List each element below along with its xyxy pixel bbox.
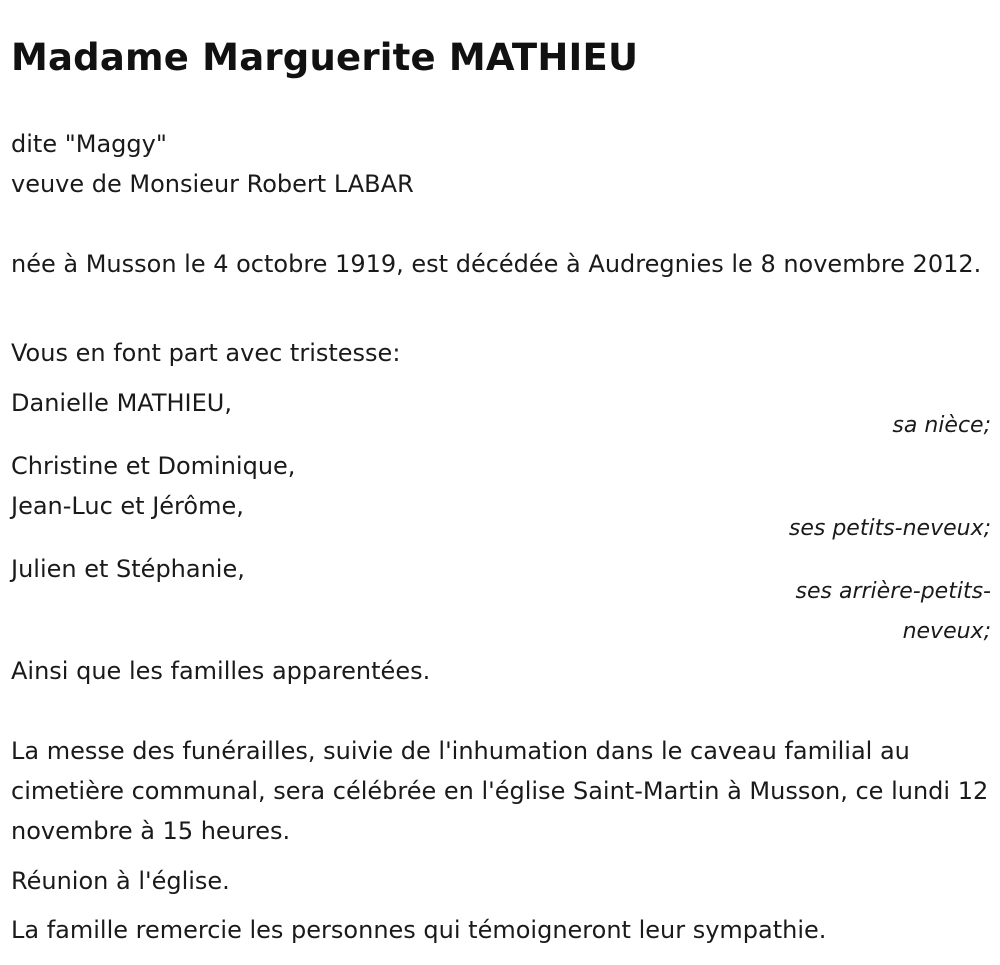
related-families-line: Ainsi que les familles apparentées. [11,657,431,685]
nickname-line: dite "Maggy" [11,130,167,158]
mourner-relation: neveux; [902,619,991,644]
thanks-line: La famille remercie les personnes qui témoigneront leur sympathie. [11,916,827,944]
meeting-line: Réunion à l'église. [11,867,230,895]
widow-of-line: veuve de Monsieur Robert LABAR [11,170,414,198]
mourner-names: Christine et Dominique, [11,452,296,480]
deceased-name-title: Madame Marguerite MATHIEU [11,36,639,79]
mourner-names: Danielle MATHIEU, [11,389,232,417]
mourner-relation: ses petits-neveux; [788,516,991,541]
mourner-names: Jean-Luc et Jérôme, [11,492,244,520]
funeral-paragraph: La messe des funérailles, suivie de l'inhumation dans le caveau familial au cimetière communal, sera célébrée en l'église Saint-Martin à Musson, ce lundi 12 novembre à 15 heures. [11,737,989,845]
announcement-intro: Vous en font part avec tristesse: [11,339,401,367]
mourner-relation: sa nièce; [892,413,991,438]
mourner-names: Julien et Stéphanie, [11,555,245,583]
mourner-relation: ses arrière-petits- [795,579,991,604]
birth-death-paragraph: née à Musson le 4 octobre 1919, est décédée à Audregnies le 8 novembre 2012. [11,250,982,278]
